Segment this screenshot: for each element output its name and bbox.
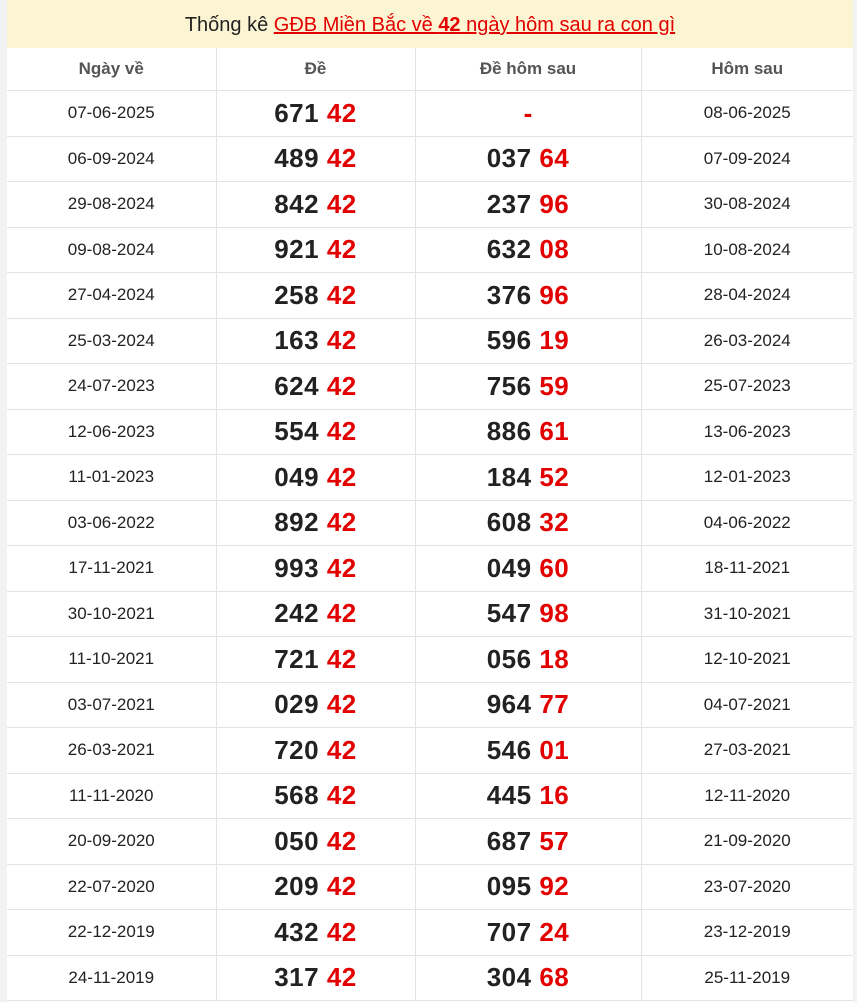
special-number-cell bbox=[216, 455, 415, 501]
next-date-cell: 12-10-2021 bbox=[641, 637, 853, 683]
date-cell: 24-07-2023 bbox=[7, 364, 216, 410]
next-number-prefix: 608 bbox=[486, 507, 532, 538]
date-cell: 25-03-2024 bbox=[7, 318, 216, 364]
next-number-prefix: 037 bbox=[486, 143, 532, 174]
number-prefix: 049 bbox=[274, 461, 320, 492]
next-day-number-cell bbox=[415, 182, 641, 228]
number-tail: 42 bbox=[326, 962, 357, 993]
next-number-tail: 77 bbox=[539, 689, 570, 720]
next-number-prefix: 886 bbox=[486, 416, 532, 447]
table-row bbox=[7, 819, 853, 865]
number-tail: 42 bbox=[326, 234, 357, 265]
date-cell: 11-11-2020 bbox=[7, 773, 216, 819]
next-day-number-cell bbox=[415, 227, 641, 273]
number-prefix: 489 bbox=[274, 143, 320, 174]
number-prefix: 892 bbox=[274, 507, 320, 538]
next-date-cell: 04-07-2021 bbox=[641, 682, 853, 728]
next-number-prefix: 707 bbox=[486, 916, 532, 947]
number-tail: 42 bbox=[326, 825, 357, 856]
next-number-tail: 61 bbox=[539, 416, 570, 447]
next-number-prefix: 304 bbox=[486, 962, 532, 993]
special-number-cell bbox=[216, 91, 415, 137]
next-date-cell: 07-09-2024 bbox=[641, 136, 853, 182]
number-tail: 42 bbox=[326, 461, 357, 492]
number-tail: 42 bbox=[326, 643, 357, 674]
date-cell: 27-04-2024 bbox=[7, 273, 216, 319]
special-number-cell bbox=[216, 318, 415, 364]
next-date-cell: 31-10-2021 bbox=[641, 591, 853, 637]
special-number-cell bbox=[216, 864, 415, 910]
number-tail: 42 bbox=[326, 279, 357, 310]
special-number-cell bbox=[216, 773, 415, 819]
stats-panel bbox=[7, 0, 853, 1002]
next-number-prefix: 376 bbox=[486, 279, 532, 310]
table-row bbox=[7, 546, 853, 592]
next-number-tail: 08 bbox=[539, 234, 570, 265]
next-date-cell: 23-12-2019 bbox=[641, 910, 853, 956]
next-day-number-cell bbox=[415, 500, 641, 546]
table-row bbox=[7, 364, 853, 410]
next-date-cell: 30-08-2024 bbox=[641, 182, 853, 228]
next-day-number-cell bbox=[415, 728, 641, 774]
next-date-cell: 13-06-2023 bbox=[641, 409, 853, 455]
table-row bbox=[7, 864, 853, 910]
next-number-tail: 18 bbox=[539, 643, 570, 674]
next-date-cell: 25-11-2019 bbox=[641, 955, 853, 1001]
caption-number: 42 bbox=[438, 14, 461, 36]
special-number-cell bbox=[216, 182, 415, 228]
table-row bbox=[7, 773, 853, 819]
header-ngay-ve: Ngày về bbox=[7, 48, 216, 91]
number-prefix: 242 bbox=[274, 598, 320, 629]
number-tail: 42 bbox=[326, 734, 357, 765]
next-day-number-cell bbox=[415, 546, 641, 592]
number-tail: 42 bbox=[326, 507, 357, 538]
special-number-cell bbox=[216, 728, 415, 774]
number-tail: 42 bbox=[326, 97, 357, 128]
next-number-prefix: 632 bbox=[486, 234, 532, 265]
empty-marker: - bbox=[523, 97, 533, 128]
date-cell: 03-06-2022 bbox=[7, 500, 216, 546]
next-number-prefix: 546 bbox=[486, 734, 532, 765]
number-tail: 42 bbox=[326, 871, 357, 902]
table-row bbox=[7, 91, 853, 137]
table-row bbox=[7, 455, 853, 501]
number-prefix: 029 bbox=[274, 689, 320, 720]
next-number-tail: 68 bbox=[539, 962, 570, 993]
date-cell: 09-08-2024 bbox=[7, 227, 216, 273]
date-cell: 22-12-2019 bbox=[7, 910, 216, 956]
caption-link[interactable]: GĐB Miền Bắc về 42 ngày hôm sau ra con gì bbox=[273, 14, 676, 36]
special-number-cell bbox=[216, 591, 415, 637]
number-tail: 42 bbox=[326, 916, 357, 947]
date-cell: 22-07-2020 bbox=[7, 864, 216, 910]
number-prefix: 921 bbox=[274, 234, 320, 265]
next-date-cell: 21-09-2020 bbox=[641, 819, 853, 865]
special-number-cell bbox=[216, 409, 415, 455]
special-number-cell bbox=[216, 364, 415, 410]
next-number-tail: 92 bbox=[539, 871, 570, 902]
next-number-tail: 98 bbox=[539, 598, 570, 629]
next-day-number-cell bbox=[415, 136, 641, 182]
next-day-number-cell bbox=[415, 591, 641, 637]
number-tail: 42 bbox=[326, 416, 357, 447]
next-number-prefix: 095 bbox=[486, 871, 532, 902]
next-date-cell: 12-11-2020 bbox=[641, 773, 853, 819]
next-number-prefix: 547 bbox=[486, 598, 532, 629]
date-cell: 07-06-2025 bbox=[7, 91, 216, 137]
next-date-cell: 10-08-2024 bbox=[641, 227, 853, 273]
special-number-cell bbox=[216, 955, 415, 1001]
number-tail: 42 bbox=[326, 143, 357, 174]
special-number-cell bbox=[216, 136, 415, 182]
number-prefix: 050 bbox=[274, 825, 320, 856]
next-number-tail: 96 bbox=[539, 188, 570, 219]
special-number-cell bbox=[216, 273, 415, 319]
number-prefix: 554 bbox=[274, 416, 320, 447]
table-caption bbox=[7, 0, 853, 48]
next-date-cell: 08-06-2025 bbox=[641, 91, 853, 137]
next-number-prefix: 756 bbox=[486, 370, 532, 401]
date-cell: 12-06-2023 bbox=[7, 409, 216, 455]
next-number-tail: 24 bbox=[539, 916, 570, 947]
next-day-number-cell bbox=[415, 637, 641, 683]
next-number-prefix: 237 bbox=[486, 188, 532, 219]
next-number-tail: 19 bbox=[539, 325, 570, 356]
number-tail: 42 bbox=[326, 780, 357, 811]
number-prefix: 163 bbox=[274, 325, 320, 356]
header-hom-sau: Hôm sau bbox=[641, 48, 853, 91]
number-tail: 42 bbox=[326, 325, 357, 356]
date-cell: 30-10-2021 bbox=[7, 591, 216, 637]
next-date-cell: 12-01-2023 bbox=[641, 455, 853, 501]
table-row bbox=[7, 728, 853, 774]
number-prefix: 568 bbox=[274, 780, 320, 811]
special-number-cell bbox=[216, 910, 415, 956]
number-tail: 42 bbox=[326, 552, 357, 583]
next-number-tail: 64 bbox=[539, 143, 570, 174]
next-number-tail: 57 bbox=[539, 825, 570, 856]
date-cell: 17-11-2021 bbox=[7, 546, 216, 592]
number-tail: 42 bbox=[326, 188, 357, 219]
stats-table bbox=[7, 48, 853, 1001]
next-date-cell: 26-03-2024 bbox=[641, 318, 853, 364]
table-row bbox=[7, 227, 853, 273]
next-date-cell: 18-11-2021 bbox=[641, 546, 853, 592]
table-header-row bbox=[7, 48, 853, 91]
number-prefix: 432 bbox=[274, 916, 320, 947]
date-cell: 11-01-2023 bbox=[7, 455, 216, 501]
next-day-number-cell bbox=[415, 819, 641, 865]
date-cell: 11-10-2021 bbox=[7, 637, 216, 683]
date-cell: 24-11-2019 bbox=[7, 955, 216, 1001]
next-day-number-cell bbox=[415, 364, 641, 410]
header-de-hom-sau: Đề hôm sau bbox=[415, 48, 641, 91]
table-row bbox=[7, 955, 853, 1001]
next-number-tail: 16 bbox=[539, 780, 570, 811]
date-cell: 26-03-2021 bbox=[7, 728, 216, 774]
number-prefix: 720 bbox=[274, 734, 320, 765]
next-number-prefix: 049 bbox=[486, 552, 532, 583]
date-cell: 06-09-2024 bbox=[7, 136, 216, 182]
next-day-number-cell bbox=[415, 273, 641, 319]
table-row bbox=[7, 910, 853, 956]
next-number-tail: 59 bbox=[539, 370, 570, 401]
next-date-cell: 25-07-2023 bbox=[641, 364, 853, 410]
next-number-prefix: 964 bbox=[486, 689, 532, 720]
next-number-tail: 96 bbox=[539, 279, 570, 310]
next-date-cell: 23-07-2020 bbox=[641, 864, 853, 910]
next-date-cell: 28-04-2024 bbox=[641, 273, 853, 319]
next-number-prefix: 445 bbox=[486, 780, 532, 811]
number-prefix: 671 bbox=[274, 97, 320, 128]
number-prefix: 993 bbox=[274, 552, 320, 583]
next-number-tail: 52 bbox=[539, 461, 570, 492]
table-row bbox=[7, 591, 853, 637]
date-cell: 03-07-2021 bbox=[7, 682, 216, 728]
next-number-prefix: 184 bbox=[486, 461, 532, 492]
next-date-cell: 04-06-2022 bbox=[641, 500, 853, 546]
next-day-number-cell bbox=[415, 773, 641, 819]
next-day-number-cell bbox=[415, 409, 641, 455]
next-day-number-cell bbox=[415, 955, 641, 1001]
number-prefix: 721 bbox=[274, 643, 320, 674]
table-row bbox=[7, 682, 853, 728]
table-row bbox=[7, 182, 853, 228]
caption-prefix: Thống kê bbox=[184, 14, 274, 36]
special-number-cell bbox=[216, 682, 415, 728]
table-row bbox=[7, 500, 853, 546]
next-number-tail: 60 bbox=[539, 552, 570, 583]
number-tail: 42 bbox=[326, 598, 357, 629]
number-prefix: 209 bbox=[274, 871, 320, 902]
special-number-cell bbox=[216, 546, 415, 592]
next-day-number-cell bbox=[415, 455, 641, 501]
next-number-tail: 01 bbox=[539, 734, 570, 765]
special-number-cell bbox=[216, 819, 415, 865]
next-day-number-cell bbox=[415, 91, 641, 137]
number-tail: 42 bbox=[326, 689, 357, 720]
next-day-number-cell bbox=[415, 910, 641, 956]
table-row bbox=[7, 318, 853, 364]
next-date-cell: 27-03-2021 bbox=[641, 728, 853, 774]
number-prefix: 624 bbox=[274, 370, 320, 401]
special-number-cell bbox=[216, 500, 415, 546]
next-day-number-cell bbox=[415, 318, 641, 364]
next-day-number-cell bbox=[415, 682, 641, 728]
next-number-prefix: 596 bbox=[486, 325, 532, 356]
special-number-cell bbox=[216, 227, 415, 273]
special-number-cell bbox=[216, 637, 415, 683]
number-prefix: 317 bbox=[274, 962, 320, 993]
table-row bbox=[7, 273, 853, 319]
header-de: Đề bbox=[216, 48, 415, 91]
next-number-prefix: 687 bbox=[486, 825, 532, 856]
date-cell: 20-09-2020 bbox=[7, 819, 216, 865]
next-number-prefix: 056 bbox=[486, 643, 532, 674]
table-row bbox=[7, 637, 853, 683]
number-prefix: 842 bbox=[274, 188, 320, 219]
table-row bbox=[7, 409, 853, 455]
next-day-number-cell bbox=[415, 864, 641, 910]
number-prefix: 258 bbox=[274, 279, 320, 310]
table-row bbox=[7, 136, 853, 182]
next-number-tail: 32 bbox=[539, 507, 570, 538]
number-tail: 42 bbox=[326, 370, 357, 401]
date-cell: 29-08-2024 bbox=[7, 182, 216, 228]
